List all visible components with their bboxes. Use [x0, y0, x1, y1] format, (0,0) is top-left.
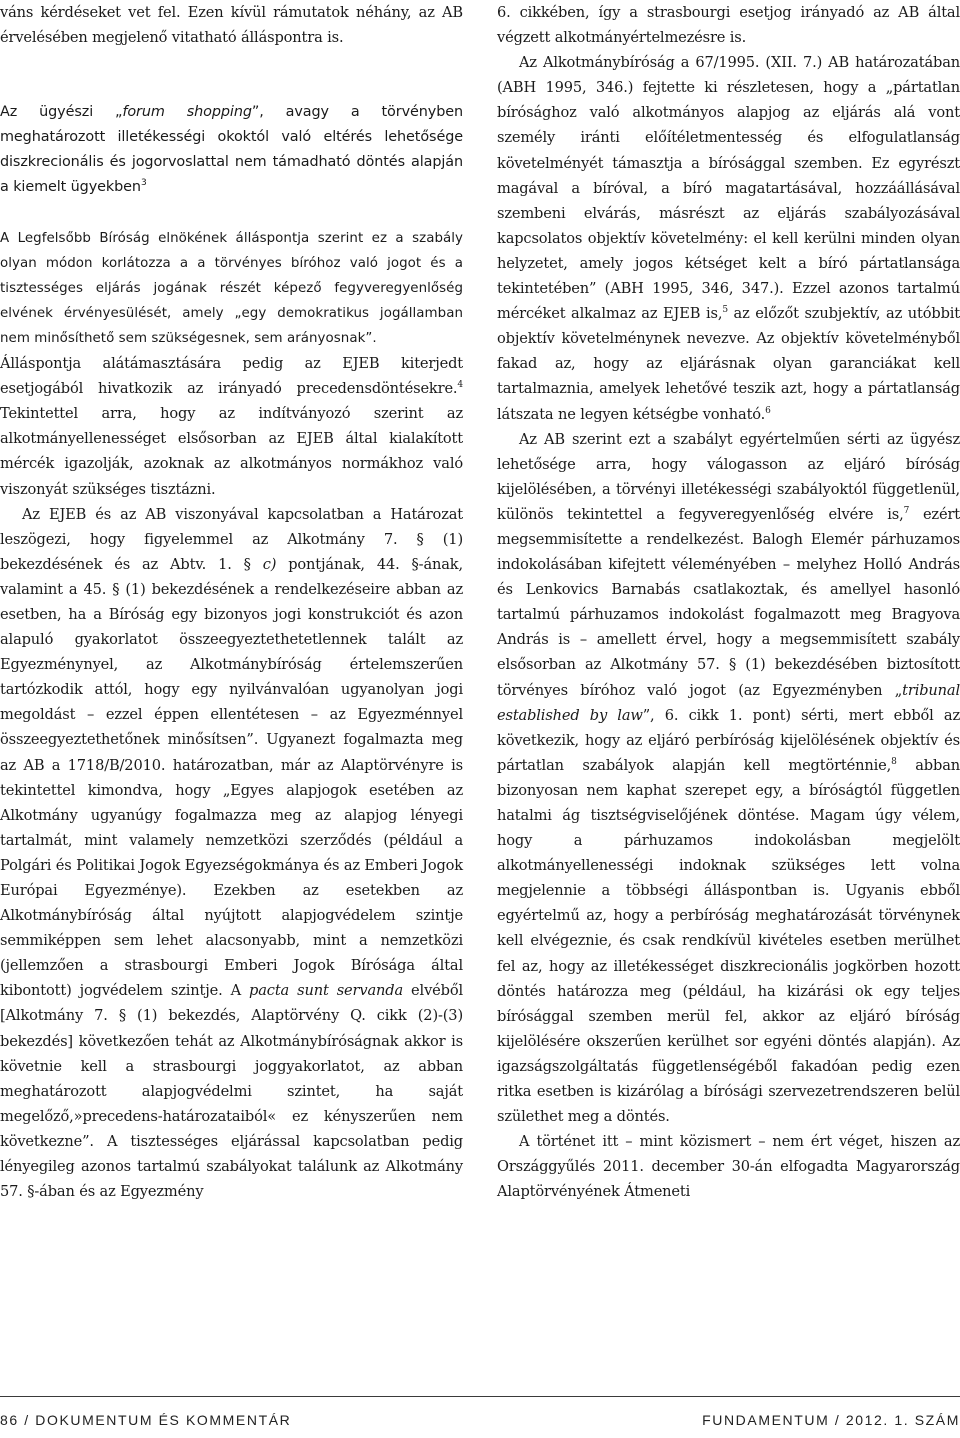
paragraph	[497, 427, 960, 1130]
paragraph-text: elvéből [Alkotmány 7. § (1) bekezdés, Alaptörvény Q. cikk (2)-(3) bekezdés] következően tehát az Alkotmánybíróságnak akkor is követnie kell a strasbourgi joggyakorlatot, az abban meghatározott alapjogvédelmi szintet, ha saját megelőző,»precedens-határozataiból« ez kényszerűen nem következne”. A tisztességes eljárással kapcsolatban pedig lényegileg azonos tartalmú szabályokat találunk az Alkotmány 57. §-ában és az Egyezmény	[0, 982, 463, 1201]
footer-journal-label: FUNDAMENTUM / 2012. 1. SZÁM	[702, 1412, 960, 1428]
section-heading	[0, 100, 463, 200]
right-column	[497, 0, 960, 1205]
paragraph-text: abban bizonyosan nem kaphat szerepet egy, a bíróságtól független hatalmi ág tisztségviselőjének döntése. Magam úgy vélem, hogy a párhuzamos indokolásban megjelölt alkotmányellenességi indoknak szükséges lett volna megjelennie a többségi álláspontban is. Ugyanis ebből egyértelmű az, hogy a perbíróság meghatározását törvénynek kell elvégeznie, és csak rendkívül kivételes esetben merülhet fel az, hogy az illetékességet diszkrecionális jogkörben hozott döntés határozza meg (például, ha kizárási ok egy teljes bírósággal szemben merül fel, akkor az eljáró bíróság kijelölésére okszerűen kerülhet sor egyéni döntés alapján). Az igazságszolgáltatás függetlenségéből fakadóan pedig ezen ritka esetben is kizárólag a bírósági szervezetrendszeren belül születhet meg a döntés.	[497, 756, 960, 1126]
paragraph	[497, 50, 960, 426]
paragraph: 6. cikkében, így a strasbourgi esetjog irányadó az AB által végzett alkotmányértelmezésre is.	[497, 4, 960, 47]
paragraph-text: Az EJEB és az AB viszonyával kapcsolatban a Határozat leszögezi, hogy figyelemmel az Alkotmány 7. § (1) bekezdésének és az Abtv. 1. §	[0, 505, 463, 573]
footer-rule	[0, 1396, 960, 1397]
paragraph-text: pontjának, 44. §-ának, valamint a 45. § (1) bekezdésének a rendelkezéseire abban az esetben, ha a Bíróság egy bizonyos jogi konstrukciót és azon alapuló gyakorlatot összeegyeztethetetlennek talált az Egyezménynyel, az Alkotmánybíróság értelemszerűen tartózkodik attól, hogy egy nyilvánvalóan ugyanolyan jogi megoldást – ezzel éppen ellentétesen – az Egyezménnyel összeegyeztethetőnek minősítsen”. Ugyanezt fogalmazta meg az AB a 1718/B/2010. határozatban, már az Alaptörvényre is tekintettel kimondva, hogy „Egyes alapjogok esetében az Alkotmány ugyanúgy fogalmazza meg az alapjog lényegi tartalmát, mint valamely nemzetközi szerződés (például a Polgári és Politikai Jogok Egyezségokmánya és az Emberi Jogok Európai Egyezménye). Ezekben az esetekben az Alkotmánybíróság által nyújtott alapjogvédelem szintje semmiképpen sem lehet alacsonyabb, mint a nemzetközi (jellemzően a strasbourgi Emberi Jogok Bírósága által kibontott) jogvédelem szintje. A	[0, 555, 463, 1000]
heading-italic: forum shopping	[122, 104, 252, 121]
italic-text: tribunal established by law	[497, 681, 960, 724]
paragraph-text: Az Alkotmánybíróság a 67/1995. (XII. 7.) AB határozatában (ABH 1995, 346.) fejtette ki részletesen, hogy a „pártatlan bírósághoz való alkotmányos alapjog az eljárás alá vont személy iránti előítéletmentesség és elfogulatlanság követelményét támasztja a bírósággal szemben. Ez egyrészt magával a bíróval, a bíró magatartásával, hozzáállásával szembeni elvárás, másrészt az eljárás szabályozásával kapcsolatos objektív követelmény: el kell kerülni minden olyan helyzetet, amely jogos kétséget kelt a bíró pártatlansága tekintetében” (ABH 1995, 346, 347.). Ezzel azonos tartalmú mércéket alkalmaz az EJEB is,	[497, 54, 960, 323]
paragraph-text: Álláspontja alátámasztására pedig az EJEB kiterjedt esetjogából hivatkozik az irányadó precedensdöntésekre.	[0, 355, 463, 398]
paragraph: A Legfelsőbb Bíróság elnökének álláspontja szerint ez a szabály olyan módon korlátozza a a törvényes bíróhoz való jogot és a tisztességes eljárás jogának részét képező fegyveregyenlőség elvének érvényesülését, amely „egy demokratikus jogállamban nem minősíthető sem szükségesnek, sem arányosnak”.	[0, 230, 463, 346]
footnote-ref: 7	[903, 506, 910, 517]
heading-text: Az ügyészi „	[0, 104, 123, 121]
paragraph	[0, 351, 463, 502]
paragraph-text: ”, 6. cikk 1. pont) sérti, mert ebből az következik, hogy az eljáró perbíróság kijelölésének objektív és pártatlan szabályok alapján kell megtörténnie,	[497, 706, 960, 774]
italic-text: c)	[262, 555, 277, 573]
left-column	[0, 0, 463, 1204]
paragraph-text: Tekintettel arra, hogy az indítványozó szerint az alkotmányellenességet elsősorban az EJEB által kialakított mércék igazolják, azoknak az alkotmányos normákhoz való viszonyát szükséges tisztázni.	[0, 405, 463, 498]
paragraph: A történet itt – mint közismert – nem ért véget, hiszen az Országgyűlés 2011. december 30-án elfogadta Magyarország Alaptörvényének Átmeneti	[497, 1133, 960, 1201]
footnote-ref: 4	[457, 380, 463, 391]
footnote-ref: 6	[765, 405, 771, 416]
footnote-ref: 8	[891, 756, 897, 767]
footnote-ref: 5	[722, 305, 728, 316]
paragraph-text: Az AB szerint ezt a szabályt egyértelműen sérti az ügyész lehetősége arra, hogy válogasson az eljáró bíróság kijelölésében, a törvényi illetékességi szabályoktól függetlenül, különös tekintettel a fegyveregyenlőség elvére is,	[497, 430, 960, 523]
paragraph	[0, 502, 463, 1205]
heading-text: ”, avagy a törvényben meghatározott illetékességi okoktól való eltérés lehetősége diszkrecionális és jogorvoslattal nem támadható döntés alapján a kiemelt ügyekben	[0, 104, 463, 196]
paragraph: váns kérdéseket vet fel. Ezen kívül rámutatok néhány, az AB érvelésében megjelenő vitatható álláspontra is.	[0, 4, 463, 47]
italic-text: pacta sunt servanda	[249, 982, 404, 1000]
footer-section-label: 86 / DOKUMENTUM ÉS KOMMENTÁR	[0, 1412, 292, 1428]
footnote-ref: 3	[140, 178, 147, 189]
paragraph-text: ezért megsemmisítette a rendelkezést. Balogh Elemér párhuzamos indokolásában kifejtett véleményében – melyhez Holló András és Lenkovics Barnabás csatlakoztak, és amellyel hasonló tartalmú párhuzamos indokolást fogalmazott meg Bragyova András is – amellett érvel, hogy a megsemmisített szabály elsősorban az Alkotmány 57. § (1) bekezdésében biztosított törvényes bíróhoz való jogot (az Egyezményben „	[497, 505, 960, 699]
paragraph-text: az előzőt szubjektív, az utóbbit objektív követelménynek nevezve. Az objektív követelményből fakad az, hogy az eljárásnak olyan garanciákat kell tartalmaznia, amelyek lehetővé teszik azt, hogy a pártatlanság látszata ne legyen kétségbe vonható.	[497, 305, 960, 423]
